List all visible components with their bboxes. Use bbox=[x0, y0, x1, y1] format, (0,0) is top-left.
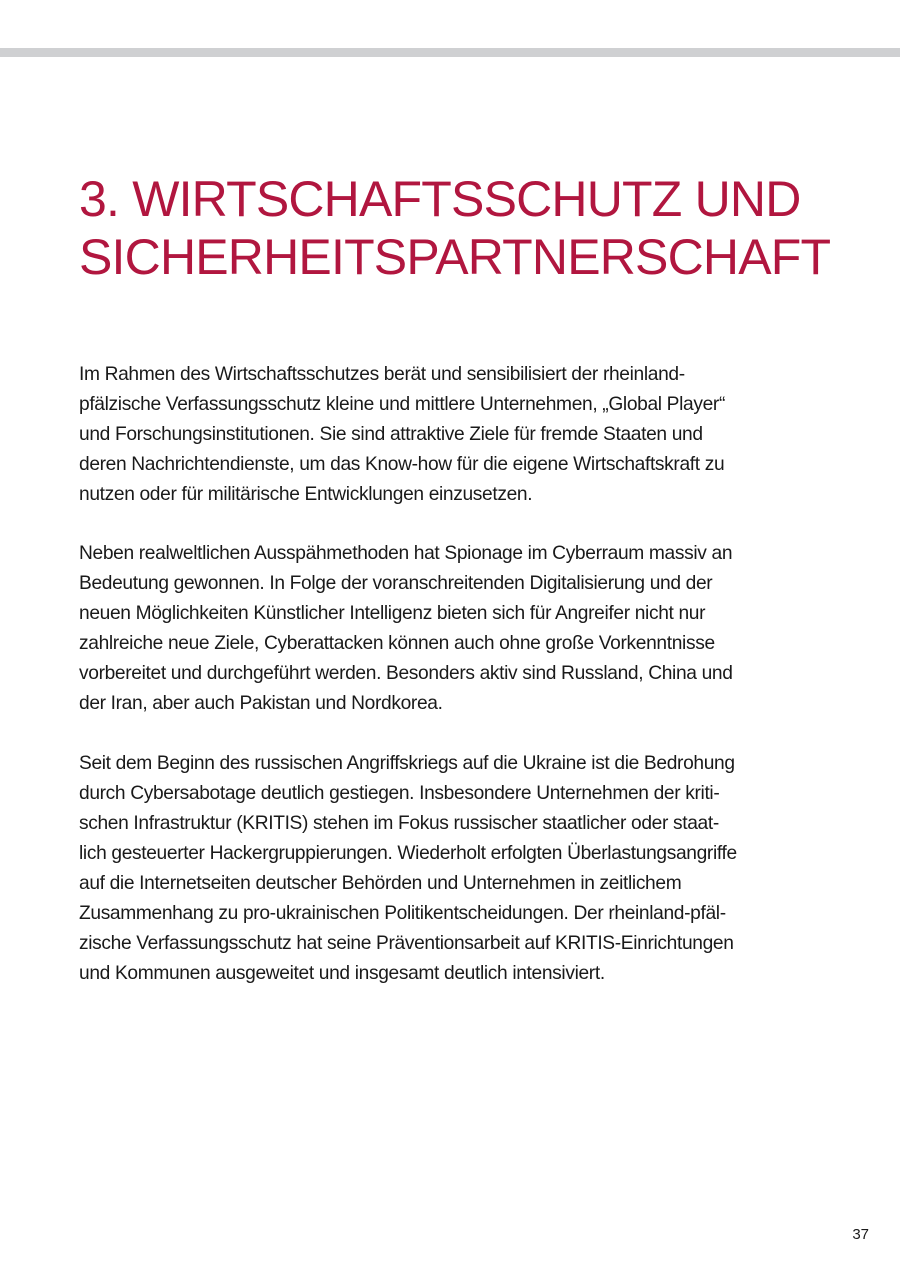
page-number: 37 bbox=[852, 1226, 869, 1243]
paragraph-line: schen Infrastruktur (KRITIS) stehen im Fokus russischer staatlicher oder staat- bbox=[79, 813, 719, 834]
paragraph-line: deren Nachrichtendienste, um das Know-how für die eigene Wirtschaftskraft zu bbox=[79, 454, 725, 475]
paragraph-line: Neben realweltlichen Ausspähmethoden hat Spionage im Cyberraum massiv an bbox=[79, 543, 733, 564]
chapter-heading bbox=[79, 170, 879, 286]
body-paragraph-1 bbox=[79, 360, 824, 510]
paragraph-line: Bedeutung gewonnen. In Folge der voranschreitenden Digitalisierung und der bbox=[79, 573, 713, 594]
paragraph-line: auf die Internetseiten deutscher Behörden und Unternehmen in zeitlichem bbox=[79, 873, 682, 894]
paragraph-line: zische Verfassungsschutz hat seine Präventionsarbeit auf KRITIS-Einrichtungen bbox=[79, 933, 734, 954]
paragraph-line: zahlreiche neue Ziele, Cyberattacken können auch ohne große Vorkenntnisse bbox=[79, 633, 715, 654]
paragraph-line: der Iran, aber auch Pakistan und Nordkorea. bbox=[79, 693, 443, 714]
paragraph-line: Im Rahmen des Wirtschaftsschutzes berät und sensibilisiert der rheinland- bbox=[79, 364, 685, 385]
paragraph-line: und Forschungsinstitutionen. Sie sind attraktive Ziele für fremde Staaten und bbox=[79, 424, 703, 445]
paragraph-line: pfälzische Verfassungsschutz kleine und mittlere Unternehmen, „Global Player“ bbox=[79, 394, 726, 415]
body-paragraph-3 bbox=[79, 749, 824, 989]
top-divider-bar bbox=[0, 48, 900, 57]
chapter-heading-line: 3. WIRTSCHAFTSSCHUTZ UND bbox=[79, 171, 801, 227]
paragraph-line: nutzen oder für militärische Entwicklungen einzusetzen. bbox=[79, 484, 533, 505]
paragraph-line: durch Cybersabotage deutlich gestiegen. Insbesondere Unternehmen der kriti- bbox=[79, 783, 720, 804]
body-paragraph-2 bbox=[79, 539, 824, 719]
paragraph-line: lich gesteuerter Hackergruppierungen. Wiederholt erfolgten Überlastungsangriffe bbox=[79, 843, 737, 864]
paragraph-line: neuen Möglichkeiten Künstlicher Intelligenz bieten sich für Angreifer nicht nur bbox=[79, 603, 706, 624]
paragraph-line: vorbereitet und durchgeführt werden. Besonders aktiv sind Russland, China und bbox=[79, 663, 733, 684]
paragraph-line: Zusammenhang zu pro-ukrainischen Politikentscheidungen. Der rheinland-pfäl- bbox=[79, 903, 726, 924]
paragraph-line: und Kommunen ausgeweitet und insgesamt deutlich intensiviert. bbox=[79, 963, 605, 984]
chapter-heading-line: SICHERHEITSPARTNERSCHAFT bbox=[79, 229, 831, 285]
paragraph-line: Seit dem Beginn des russischen Angriffskriegs auf die Ukraine ist die Bedrohung bbox=[79, 753, 735, 774]
